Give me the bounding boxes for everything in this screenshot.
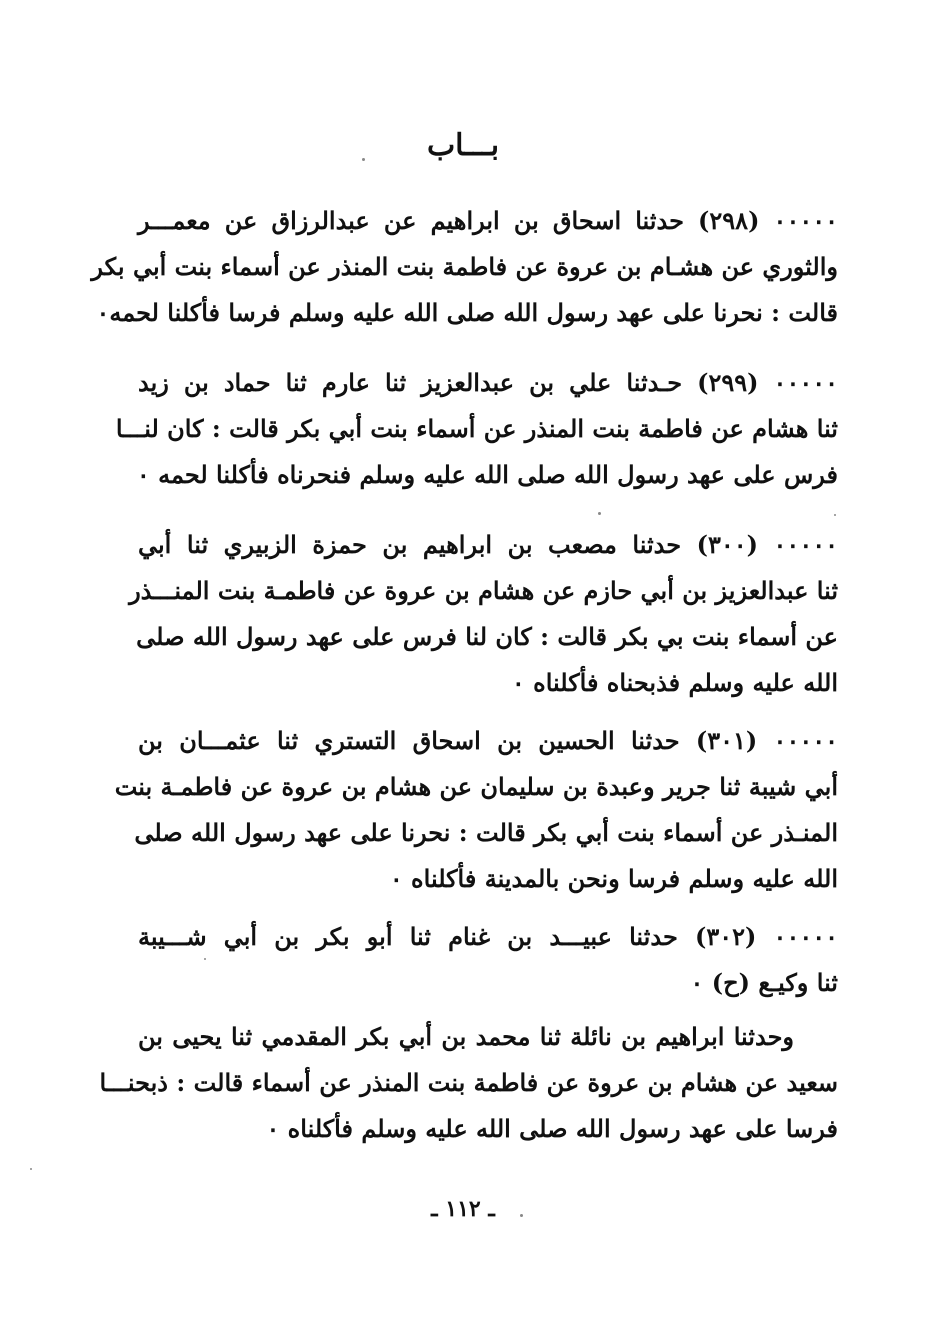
scan-speck (598, 512, 601, 515)
text-line: ثنا هشام عن فاطمة بنت المنذر عن أسماء بنت أبي بكر قالت : كان لنـــا (115, 414, 838, 443)
text-line: فرس على عهد رسول الله صلى الله عليه وسلم فنحرناه فأكلنا لحمه ٠ (136, 460, 838, 489)
text-line: الله عليه وسلم فرسا ونحن بالمدينة فأكلناه ٠ (389, 864, 838, 893)
scan-speck (30, 1168, 32, 1170)
text-line: والثوري عن هشـام بن عروة عن فاطمة بنت المنذر عن أسماء بنت أبي بكر (91, 252, 838, 281)
hadith-299 (115, 360, 838, 498)
text-line: وحدثنا ابراهيم بن نائلة ثنا محمد بن أبي بكر المقدمي ثنا يحيى بن (138, 1022, 794, 1051)
text-line: ٠٠٠٠٠ (٣٠٢) حدثنا عبيـــد بن غنام ثنا أبو بكر بن أبي شـــيبة (138, 922, 838, 951)
text-line: قالت : نحرنا على عهد رسول الله صلى الله عليه وسلم فرسا فأكلنا لحمه٠ (96, 298, 838, 327)
scan-speck (520, 1214, 523, 1217)
text-line: ٠٠٠٠٠ (٢٩٩) حـدثنا علي بن عبدالعزيز ثنا عارم ثنا حماد بن زيد (138, 368, 838, 397)
hadith-302 (138, 914, 838, 1006)
hadith-301 (114, 718, 838, 902)
text-line: عن أسماء بنت بي بكر قالت : كان لنا فرس على عهد رسول الله صلى (136, 622, 838, 651)
text-line: فرسا على عهد رسول الله صلى الله عليه وسلم فأكلناه ٠ (266, 1114, 838, 1143)
text-line: ثنا عبدالعزيز بن أبي حازم عن هشام بن عروة عن فاطمـة بنت المنـــذر (129, 576, 838, 605)
text-line: المنـذر عن أسماء بنت أبي بكر قالت : نحرنا على عهد رسول الله صلى (134, 818, 838, 847)
text-line: ٠٠٠٠٠ (٣٠١) حدثنا الحسين بن اسحاق التستري ثنا عثمـــان بن (138, 726, 838, 755)
text-line: ثنا وكيـع (ح) ٠ (690, 968, 838, 997)
text-line: سعيد عن هشام بن عروة عن فاطمة بنت المنذر عن أسماء قالت : ذبحنـــا (99, 1068, 838, 1097)
scan-speck (204, 958, 206, 960)
scan-speck (362, 158, 365, 161)
text-line: ٠٠٠٠٠ (٣٠٠) حدثنا مصعب بن ابراهيم بن حمزة الزبيري ثنا أبي (138, 530, 838, 559)
scan-speck (834, 514, 836, 516)
hadith-298 (91, 198, 838, 336)
hadith-302-second-chain (99, 1014, 838, 1152)
text-line: الله عليه وسلم فذبحناه فأكلناه ٠ (511, 668, 838, 697)
hadith-300 (129, 522, 838, 706)
text-line: ٠٠٠٠٠ (٢٩٨) حدثنا اسحاق بن ابراهيم عن عبدالرزاق عن معمـــر (138, 206, 838, 235)
text-line: أبي شيبة ثنا جرير وعبدة بن سليمان عن هشام بن عروة عن فاطمـة بنت (114, 772, 838, 801)
chapter-heading: بـــاب (426, 128, 500, 163)
page-number: ـ ١١٢ ـ (431, 1196, 495, 1222)
